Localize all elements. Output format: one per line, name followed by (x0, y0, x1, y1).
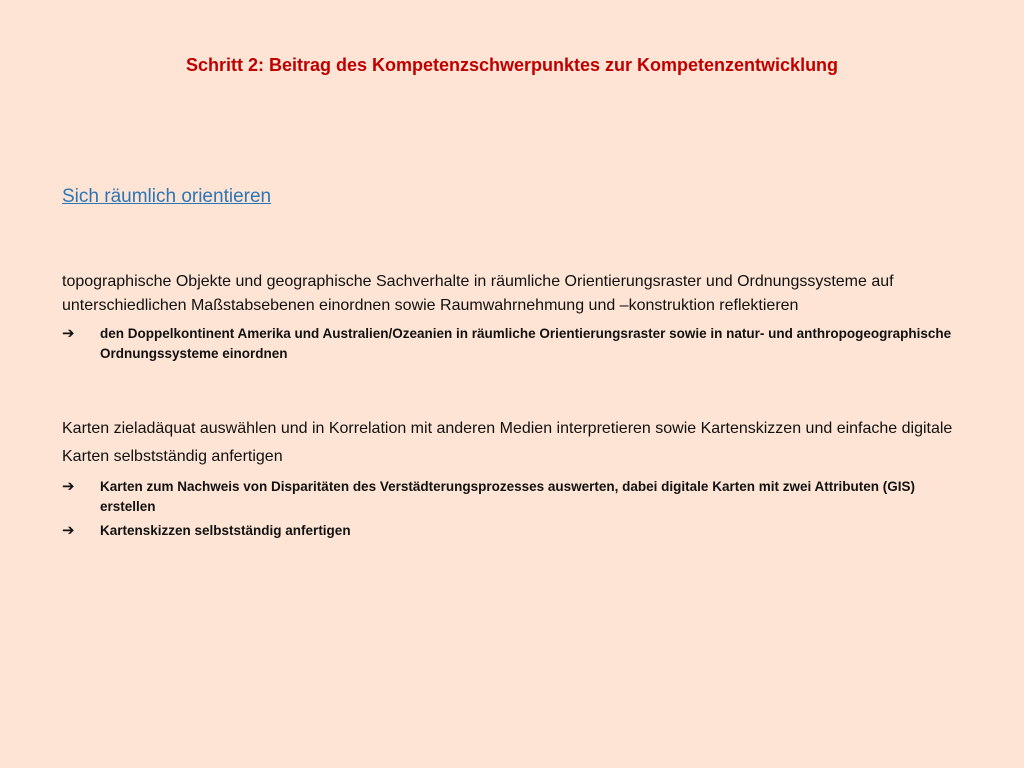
bullet-item (62, 521, 962, 541)
bullet-text: Karten zum Nachweis von Disparitäten des Verstädterungsprozesses auswerten, dabei digitale Karten mit zwei Attributen (GIS) erstellen (100, 479, 915, 514)
slide-title: Schritt 2: Beitrag des Kompetenzschwerpunktes zur Kompetenzentwicklung (185, 55, 839, 75)
competence-block-2 (62, 415, 962, 545)
bullet-list-2 (62, 477, 962, 541)
right-arrow-icon: ➔ (62, 478, 75, 495)
bullet-list-1 (62, 324, 962, 364)
bullet-item (62, 324, 962, 364)
bullet-item (62, 477, 962, 517)
bullet-text: Kartenskizzen selbstständig anfertigen (100, 523, 351, 538)
competence-text-1: topographische Objekte und geographische Sachverhalte in räumliche Orientierungsraster und Ordnungssysteme auf unterschiedlichen Maßstabsebenen einordnen sowie Raumwahrnehmung und –konstruktion reflektieren (62, 273, 894, 314)
section-heading[interactable]: Sich räumlich orientieren (62, 186, 272, 207)
competence-block-1 (62, 270, 962, 368)
right-arrow-icon: ➔ (62, 325, 75, 342)
bullet-text: den Doppelkontinent Amerika und Australien/Ozeanien in räumliche Orientierungsraster sowie in natur- und anthropogeographische Ordnungssysteme einordnen (100, 326, 952, 361)
competence-text-2: Karten zieladäquat auswählen und in Korrelation mit anderen Medien interpretieren sowie Kartenskizzen und einfache digitale Karten selbstständig anfertigen (62, 420, 953, 465)
right-arrow-icon: ➔ (62, 522, 75, 539)
